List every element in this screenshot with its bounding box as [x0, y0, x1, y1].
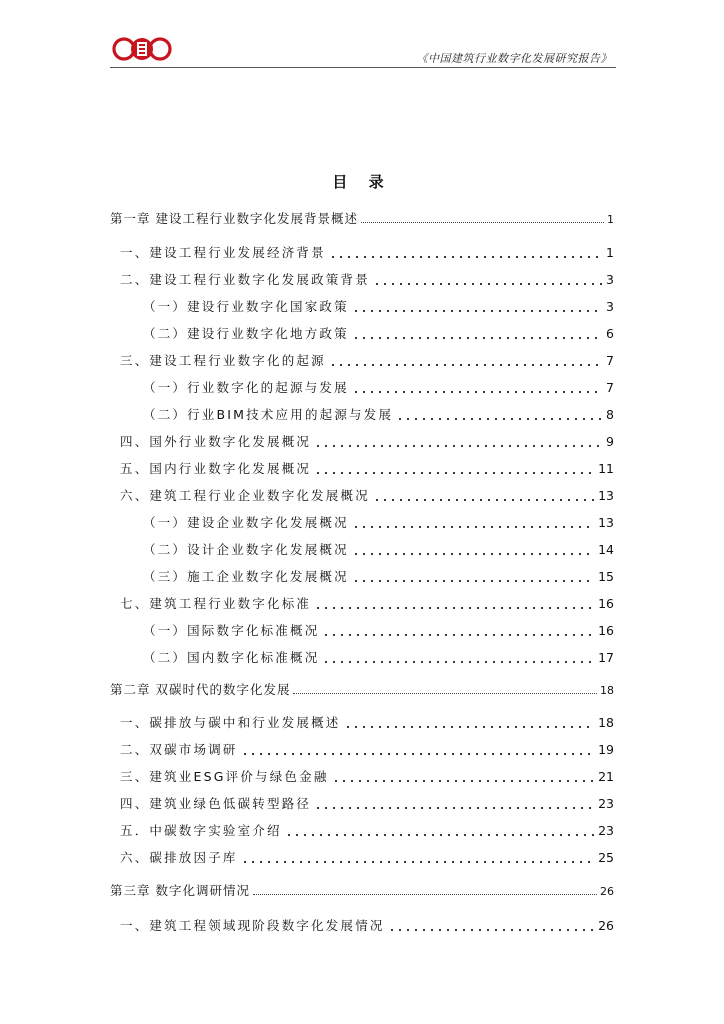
toc-entry[interactable]: [120, 767, 614, 785]
toc-entry[interactable]: [120, 270, 614, 288]
toc-entry-label: 第一章 建设工程行业数字化发展背景概述: [110, 211, 358, 226]
toc-entry-label: （二）行业BIM技术应用的起源与发展: [143, 407, 394, 422]
toc-entry[interactable]: [120, 713, 614, 731]
toc-entry-page: 25: [598, 850, 614, 865]
toc-entry[interactable]: [110, 881, 614, 899]
toc-entry-label: 三、建设工程行业数字化的起源: [120, 353, 326, 368]
toc-entry[interactable]: [143, 567, 614, 585]
toc-entry-label: （三）施工企业数字化发展概况: [143, 569, 349, 584]
toc-entry[interactable]: [143, 405, 614, 423]
toc-entry[interactable]: [143, 324, 614, 342]
toc-leader: [329, 354, 603, 367]
toc-entry[interactable]: [120, 821, 614, 839]
toc-entry-page: 3: [606, 299, 614, 314]
toc-leader: [352, 300, 603, 313]
toc-leader: [241, 851, 595, 864]
toc-entry-label: （一）国际数字化标准概况: [143, 623, 320, 638]
toc-entry-label: 第二章 双碳时代的数字化发展: [110, 682, 291, 697]
toc-leader: [373, 489, 595, 502]
toc-entry-page: 9: [606, 434, 614, 449]
toc-entry-label: （二）建设行业数字化地方政策: [143, 326, 349, 341]
toc-entry-page: 26: [598, 918, 614, 933]
toc-leader: [352, 381, 603, 394]
toc-leader: [344, 716, 596, 729]
toc-entry-page: 18: [598, 715, 614, 730]
toc-entry-page: 1: [606, 245, 614, 260]
toc-entry-page: 18: [600, 684, 614, 697]
toc-entry[interactable]: [120, 916, 614, 934]
toc-entry[interactable]: [143, 297, 614, 315]
toc-heading: 目 录: [332, 173, 392, 191]
toc-leader: [253, 893, 597, 895]
toc-entry-label: 一、建设工程行业发展经济背景: [120, 245, 326, 260]
toc-leader: [352, 327, 603, 340]
toc-entry-label: 二、建设工程行业数字化发展政策背景: [120, 272, 370, 287]
toc-leader: [396, 408, 603, 421]
toc-entry-label: （二）国内数字化标准概况: [143, 650, 320, 665]
toc-entry[interactable]: [120, 351, 614, 369]
toc-leader: [329, 246, 603, 259]
toc-entry[interactable]: [120, 486, 614, 504]
toc-leader: [352, 516, 595, 529]
toc-entry-label: 一、碳排放与碳中和行业发展概述: [120, 715, 341, 730]
toc-leader: [352, 543, 595, 556]
header-divider: [110, 67, 616, 68]
toc-entry-page: 23: [598, 823, 614, 838]
toc-entry-page: 26: [600, 885, 614, 898]
toc-entry[interactable]: [143, 513, 614, 531]
toc-leader: [314, 597, 595, 610]
toc-entry[interactable]: [120, 794, 614, 812]
toc-entry-page: 8: [606, 407, 614, 422]
toc-entry[interactable]: [120, 243, 614, 261]
toc-entry[interactable]: [120, 594, 614, 612]
toc-entry[interactable]: [143, 540, 614, 558]
toc-leader: [352, 570, 595, 583]
toc-entry-page: 7: [606, 353, 614, 368]
toc-leader: [314, 797, 595, 810]
header-title: 《中国建筑行业数字化发展研究报告》: [416, 52, 612, 65]
toc-leader: [388, 919, 595, 932]
toc-entry[interactable]: [120, 432, 614, 450]
toc-entry-label: 二、双碳市场调研: [120, 742, 238, 757]
toc-entry-label: （二）设计企业数字化发展概况: [143, 542, 349, 557]
toc-entry[interactable]: [143, 621, 614, 639]
toc-leader: [322, 624, 595, 637]
toc-entry[interactable]: [120, 459, 614, 477]
toc-leader: [322, 651, 595, 664]
toc-entry-label: 三、建筑业ESG评价与绿色金融: [120, 769, 329, 784]
toc-entry[interactable]: [120, 740, 614, 758]
toc-entry-label: 第三章 数字化调研情况: [110, 883, 250, 898]
toc-entry[interactable]: [120, 848, 614, 866]
toc-entry-label: （一）建设行业数字化国家政策: [143, 299, 349, 314]
toc-entry[interactable]: [110, 680, 614, 698]
logo-icon: [112, 36, 172, 62]
toc-entry-page: 11: [598, 461, 614, 476]
toc-leader: [285, 824, 595, 837]
toc-leader: [314, 435, 603, 448]
toc-leader: [241, 743, 595, 756]
toc-leader: [314, 462, 595, 475]
toc-entry-page: 15: [598, 569, 614, 584]
toc-entry-label: 六、建筑工程行业企业数字化发展概况: [120, 488, 370, 503]
toc-entry-label: 一、建筑工程领域现阶段数字化发展情况: [120, 918, 385, 933]
toc-entry-page: 13: [598, 488, 614, 503]
toc-entry-page: 6: [606, 326, 614, 341]
toc-entry-label: 五．中碳数字实验室介绍: [120, 823, 282, 838]
toc-entry-label: 四、国外行业数字化发展概况: [120, 434, 312, 449]
toc-entry[interactable]: [143, 648, 614, 666]
toc-entry-page: 16: [598, 623, 614, 638]
toc-leader: [373, 273, 603, 286]
toc-entry-page: 1: [607, 213, 614, 226]
toc-leader: [361, 221, 604, 223]
toc-entry-page: 13: [598, 515, 614, 530]
toc-entry-page: 21: [598, 769, 614, 784]
toc-entry-page: 3: [606, 272, 614, 287]
toc-entry-page: 23: [598, 796, 614, 811]
toc-entry[interactable]: [143, 378, 614, 396]
toc-entry-page: 7: [606, 380, 614, 395]
toc-entry-label: 四、建筑业绿色低碳转型路径: [120, 796, 312, 811]
toc-leader: [332, 770, 596, 783]
toc-entry-label: 七、建筑工程行业数字化标准: [120, 596, 312, 611]
toc-entry-label: （一）行业数字化的起源与发展: [143, 380, 349, 395]
toc-entry-label: （一）建设企业数字化发展概况: [143, 515, 349, 530]
toc-entry-label: 五、国内行业数字化发展概况: [120, 461, 312, 476]
toc-entry-page: 19: [598, 742, 614, 757]
toc-entry-page: 17: [598, 650, 614, 665]
toc-entry-page: 16: [598, 596, 614, 611]
toc-entry-label: 六、碳排放因子库: [120, 850, 238, 865]
toc-entry-page: 14: [598, 542, 614, 557]
toc-leader: [293, 692, 597, 694]
toc-entry[interactable]: [110, 209, 614, 227]
